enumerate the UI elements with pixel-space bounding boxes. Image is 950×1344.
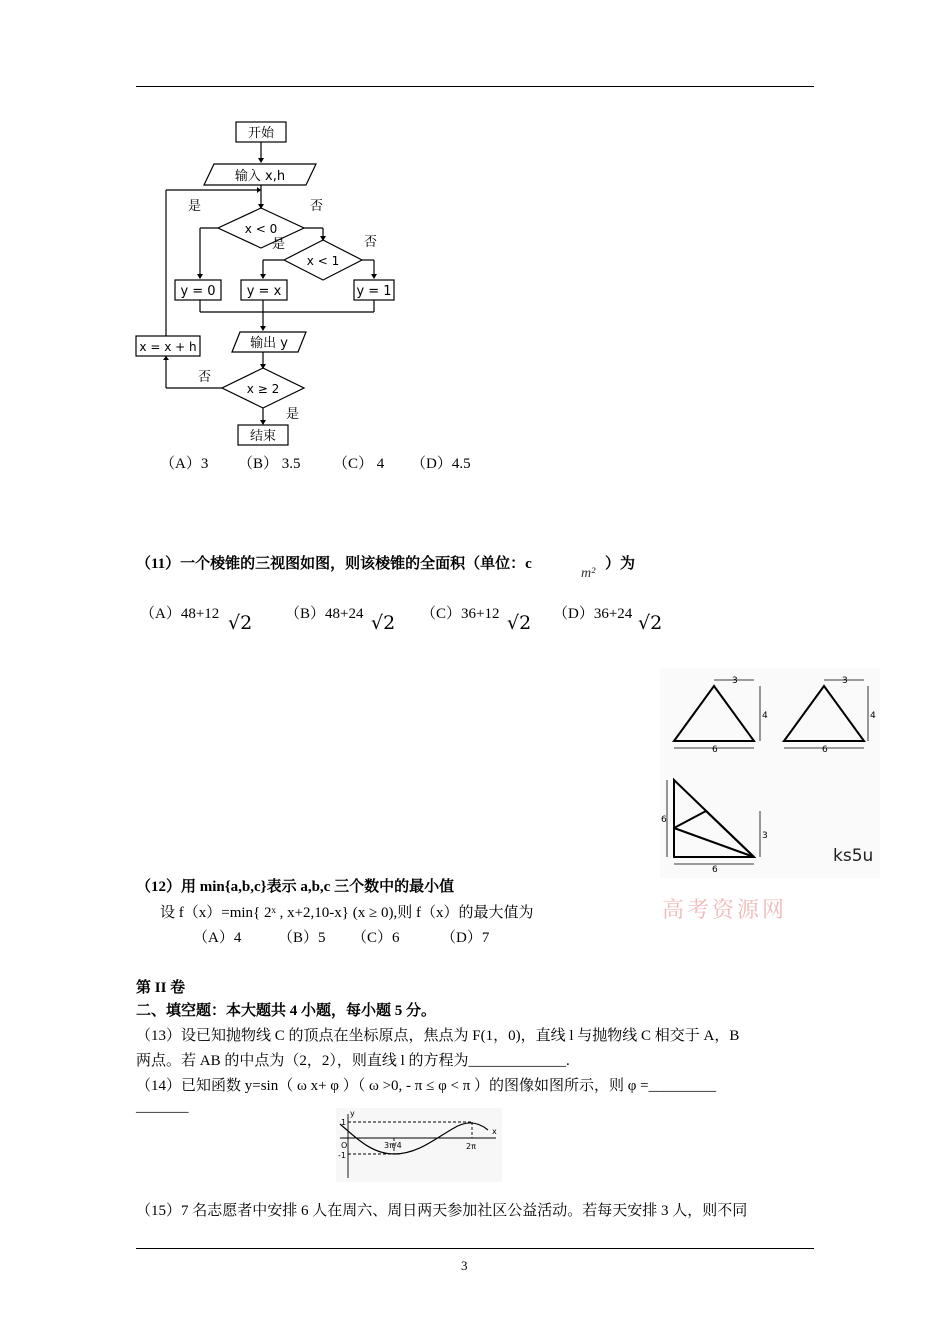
tv-side-bottom: 6 [822,745,828,755]
q11-stem-post: ）为 [605,556,636,572]
q11-option-a: （A）48+12 [140,606,220,622]
q11-radical-b: √2 [371,612,396,634]
fc-cond2: x < 1 [306,254,340,268]
q14-line1: （14）已知函数 y=sin（ ω x+ φ ）（ ω >0, - π ≤ φ < π ）的图像如图所示，则 φ =_________ [136,1078,717,1094]
fc-start: 开始 [247,126,275,141]
tv-front-side: 4 [762,711,768,721]
watermark-ks5u: ks5u [833,846,874,866]
tv-plan-right: 3 [762,831,768,841]
part2-heading: 第 II 卷 [136,980,186,996]
q11-radical-c: √2 [507,612,532,634]
fc-end: 结束 [249,429,277,444]
sine-graph [336,1108,502,1182]
fc-box-yx: y = x [246,284,282,299]
fc-cond1: x < 0 [244,222,278,236]
tv-front-top: 3 [732,676,738,686]
fc-no-3: 否 [198,370,212,385]
q13-line2: 两点。若 AB 的中点为（2，2），则直线 l 的方程为_____________. [136,1053,570,1069]
q12-option-d: （D）7 [441,930,490,946]
q11-stem [136,552,532,573]
q12-option-a: （A）4 [193,930,242,946]
tv-plan-side: 6 [661,815,667,825]
q12-line2: 设 f（x）=min{ 2ˣ , x+2,10-x} (x ≥ 0),则 f（x）的最大值为 [160,905,534,921]
q11-option-d: （D）36+24 [553,606,633,622]
footer-rule [136,1248,814,1249]
header-rule [136,86,814,87]
fc-yes-1: 是 [188,199,202,214]
fc-yes-3: 是 [286,407,300,422]
q14-line2: _______ [136,1099,189,1115]
graph-one: 1 [341,1118,347,1127]
graph-x-label: x [492,1127,497,1136]
graph-tick1: 3π/4 [384,1141,402,1150]
tv-side-top: 3 [842,676,848,686]
graph-y-label: y [350,1109,355,1118]
graph-tick2: 2π [466,1142,476,1151]
q12-title: （12）用 min{a,b,c}表示 a,b,c 三个数中的最小值 [136,879,455,895]
q15-line1: （15）7 名志愿者中安排 6 人在周六、周日两天参加社区公益活动。若每天安排 3 人，则不同 [136,1203,748,1219]
q12-option-c: （C）6 [352,930,400,946]
q10-option-c: （C） 4 [333,456,385,472]
page-number: 3 [461,1258,468,1273]
q11-radical-d: √2 [638,612,663,634]
fc-box-y0: y = 0 [180,284,216,299]
q11-stem-pre: （11）一个棱锥的三视图如图，则该棱锥的全面积（单位：c [136,556,532,572]
q11-unit: m² [581,566,596,581]
fc-box-y1: y = 1 [356,284,392,299]
flowchart [130,118,410,453]
tv-plan-bottom: 6 [712,865,718,875]
q10-option-d: （D）4.5 [411,456,471,472]
fc-cond3: x ≥ 2 [246,382,280,396]
q11-radical-a: √2 [228,612,253,634]
fc-no-1: 否 [310,199,324,214]
q12-option-b: （B）5 [278,930,326,946]
fc-output: 输出 y [250,336,288,351]
tv-front-bottom: 6 [712,745,718,755]
q10-option-b: （B） 3.5 [238,456,301,472]
tv-side-side: 4 [870,711,876,721]
fc-no-2: 否 [364,235,378,250]
part2-section: 二、填空题：本大题共 4 小题，每小题 5 分。 [136,1003,437,1019]
watermark-cn: 高考资源网 [662,898,788,923]
q11-option-b: （B）48+24 [285,606,364,622]
graph-neg-one: -1 [338,1151,346,1160]
fc-input: 输入 x,h [234,169,286,184]
graph-origin: O [341,1141,348,1150]
q13-line1: （13）设已知抛物线 C 的顶点在坐标原点，焦点为 F(1，0)，直线 l 与抛物线 C 相交于 A，B [136,1028,740,1044]
fc-update: x = x + h [139,340,197,354]
fc-yes-2: 是 [272,237,286,252]
q11-option-c: （C）36+12 [421,606,500,622]
q10-option-a: （A）3 [160,456,209,472]
